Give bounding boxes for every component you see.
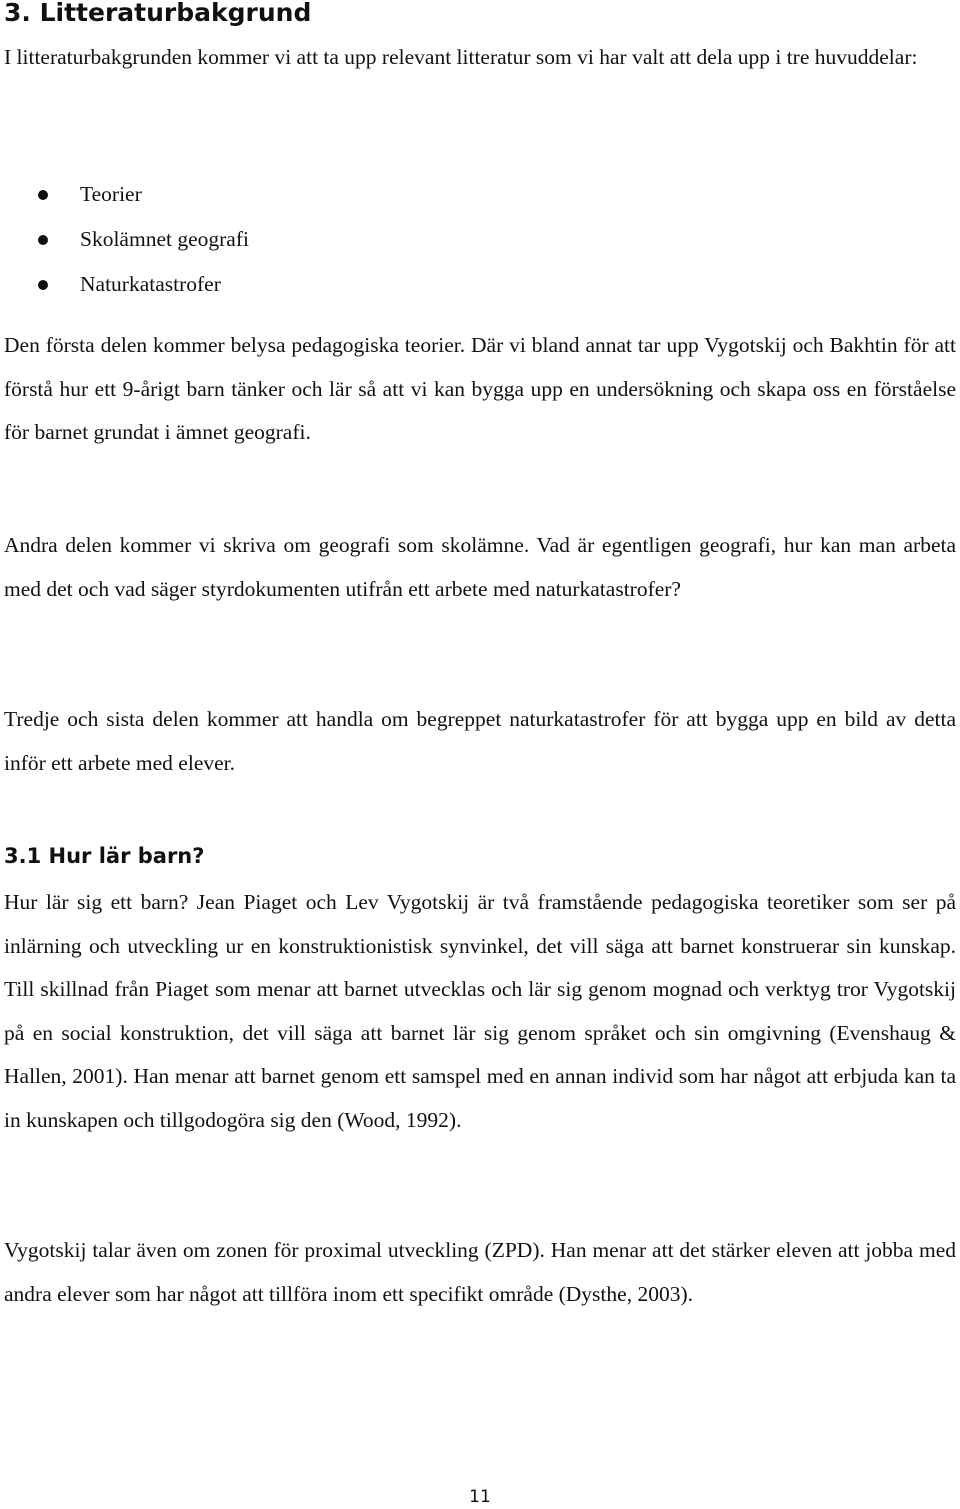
bullet-item-naturkatastrofer bbox=[0, 262, 249, 307]
paragraph-block-third-part bbox=[4, 698, 956, 785]
intro-paragraph: I litteraturbakgrunden kommer vi att ta upp relevant litteratur som vi har valt att dela upp i tre huvuddelar: bbox=[4, 45, 918, 69]
paragraph-block-how-children-learn bbox=[4, 881, 956, 1142]
bullet-text: Teorier bbox=[80, 182, 142, 206]
bullet-icon bbox=[38, 280, 48, 290]
bullet-icon bbox=[38, 235, 48, 245]
paragraph-block-second-part bbox=[4, 524, 956, 611]
subsection-heading: 3.1 Hur lär barn? bbox=[4, 844, 205, 868]
paragraph-block-zpd bbox=[4, 1229, 956, 1316]
paragraph-block-first-part bbox=[4, 324, 956, 455]
bullet-icon bbox=[38, 190, 48, 200]
intro-paragraph-block bbox=[4, 36, 956, 80]
bullet-item-teorier bbox=[0, 172, 249, 217]
paragraph-how-children-learn: Hur lär sig ett barn? Jean Piaget och Lev Vygotskij är två framstående pedagogiska teoretiker som ser på inlärning och utveckling ur en konstruktionistisk synvinkel, det vill säga att barnet konstruerar sin kunskap. Till skillnad från Piaget som menar att barnet utvecklas och lär sig genom mognad och verktyg tror Vygotskij på en social konstruktion, det vill säga att barnet lär sig genom språket och sin omgivning (Evenshaug & Hallen, 2001). Han menar att barnet genom ett samspel med en annan individ som har något att erbjuda kan ta in kunskapen och tillgodogöra sig den (Wood, 1992). bbox=[4, 890, 956, 1132]
paragraph-zpd: Vygotskij talar även om zonen för proximal utveckling (ZPD). Han menar att det stärker eleven att jobba med andra elever som har något att tillföra inom ett specifikt område (Dysthe, 2003). bbox=[4, 1238, 956, 1306]
bullet-text: Skolämnet geografi bbox=[80, 227, 249, 251]
bullet-item-skolamnet-geografi bbox=[0, 217, 249, 262]
page-number: 11 bbox=[469, 1487, 491, 1507]
bullet-text: Naturkatastrofer bbox=[80, 272, 221, 296]
paragraph-third-part: Tredje och sista delen kommer att handla om begreppet naturkatastrofer för att bygga upp en bild av detta inför ett arbete med elever. bbox=[4, 707, 956, 775]
paragraph-second-part: Andra delen kommer vi skriva om geografi som skolämne. Vad är egentligen geografi, hur kan man arbeta med det och vad säger styrdokumenten utifrån ett arbete med naturkatastrofer? bbox=[4, 533, 956, 601]
paragraph-first-part: Den första delen kommer belysa pedagogiska teorier. Där vi bland annat tar upp Vygotskij och Bakhtin för att förstå hur ett 9-årigt barn tänker och lär så att vi kan bygga upp en undersökning och skapa oss en förståelse för barnet grundat i ämnet geografi. bbox=[4, 333, 956, 444]
section-heading: 3. Litteraturbakgrund bbox=[4, 0, 312, 27]
bullet-list bbox=[0, 172, 249, 307]
